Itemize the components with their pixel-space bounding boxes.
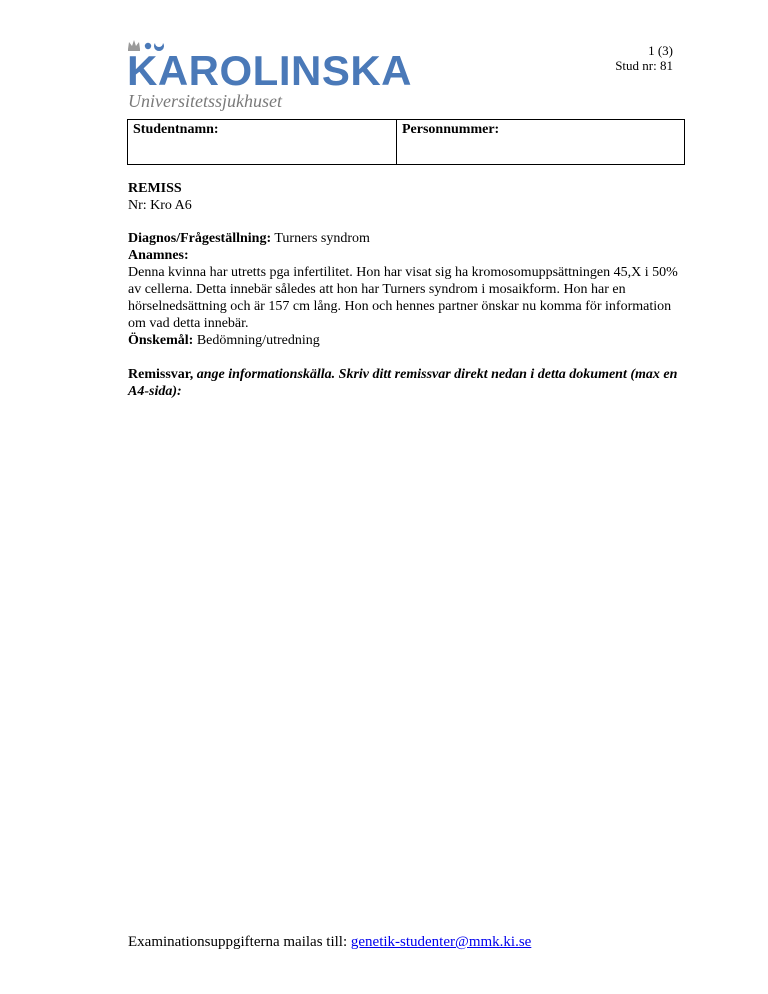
diagnosis-label: Diagnos/Frågeställning: xyxy=(128,231,272,246)
request-line xyxy=(128,332,688,349)
page-number: 1 (3) xyxy=(648,43,673,58)
page-info xyxy=(615,43,673,73)
request-value: Bedömning/utredning xyxy=(193,333,320,348)
referral-title: REMISS xyxy=(128,181,182,196)
answer-heading xyxy=(128,366,688,400)
footer xyxy=(128,933,531,951)
logo-wordmark: KAROLINSKA xyxy=(127,47,412,94)
history-text: Denna kvinna har utretts pga infertilitet. Hon har visat sig ha kromosomuppsättningen 45,X i 50% av cellerna. Detta innebär således att hon har Turners syndrom i mosaikform. Hon har en hörselnedsättning och är 157 cm lång. Hon och hennes partner önskar nu komma för information om vad detta innebär. xyxy=(128,265,678,331)
answer-label: Remissvar, xyxy=(128,367,194,382)
student-id-table xyxy=(127,119,685,165)
logo-subtitle: Universitetssjukhuset xyxy=(128,91,282,111)
referral-content xyxy=(128,180,688,400)
footer-text: Examinationsuppgifterna mailas till: xyxy=(128,934,351,950)
student-name-cell[interactable] xyxy=(128,120,397,164)
referral-number: Nr: Kro A6 xyxy=(128,198,192,213)
email-link[interactable]: genetik-studenter@mmk.ki.se xyxy=(350,934,532,950)
diagnosis-line xyxy=(128,230,688,247)
personal-number-label: Personnummer: xyxy=(402,122,500,137)
karolinska-logo xyxy=(127,38,447,110)
student-name-label: Studentnamn: xyxy=(133,122,219,137)
request-label: Önskemål: xyxy=(128,333,194,348)
personal-number-cell[interactable] xyxy=(397,120,684,164)
history-label: Anamnes: xyxy=(128,248,189,263)
diagnosis-value: Turners syndrom xyxy=(271,231,370,246)
student-number: Stud nr: 81 xyxy=(615,58,673,73)
answer-instruction: ange informationskälla. Skriv ditt remissvar direkt nedan i detta dokument (max en A4-sida): xyxy=(128,367,678,399)
